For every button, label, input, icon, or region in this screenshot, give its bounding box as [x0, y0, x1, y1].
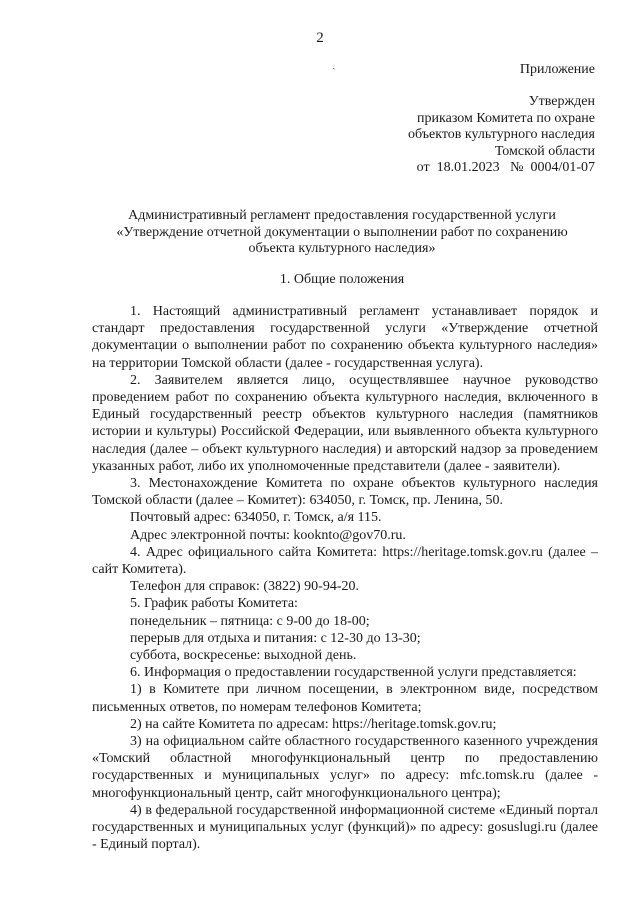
info-item-1: 1) в Комитете при личном посещении, в электронном виде, посредством письменных ответов, по номерам телефонов Комитета; [92, 682, 598, 715]
section-heading: 1. Общие положения [279, 272, 405, 287]
info-item-4: 4) в федеральной государственной информационной системе «Единый портал государственных и муниципальных услуг (функций)» по адресу: gosuslugi.ru (далее - Единый портал). [92, 802, 598, 853]
scan-mark: ˎ [332, 58, 336, 70]
paragraph-5: 5. График работы Комитета: [130, 596, 298, 612]
paragraph-3: 3. Местонахождение Комитета по охране объектов культурного наследия Томской области (далее – Комитет): 634050, г. Томск, пр. Ленина, 50. [92, 476, 598, 509]
approval-date-prefix: от [416, 160, 430, 175]
approval-approved: Утвержден [528, 94, 595, 109]
paragraph-1: 1. Настоящий административный регламент устанавливает порядок и стандарт предоставления государственной услуги «Утверждение отчетной документации о выполнении работ по сохранению объекта культурного наследия» на территории Томской области (далее - государственная услуга). [92, 304, 598, 371]
postal-address: Почтовый адрес: 634050, г. Томск, а/я 115. [130, 510, 382, 526]
paragraph-4: 4. Адрес официального сайта Комитета: https://heritage.tomsk.gov.ru (далее – сайт Комитета). [92, 544, 598, 578]
schedule-break: перерыв для отдыха и питания: с 12-30 до 13-30; [130, 630, 421, 646]
document-title-line-1: Административный регламент предоставления государственной услуги [128, 208, 556, 223]
info-item-2: 2) на сайте Комитета по адресам: https://heritage.tomsk.gov.ru; [130, 716, 497, 732]
approval-order-line-1: приказом Комитета по охране [417, 110, 595, 126]
document-body [92, 303, 598, 854]
paragraph-2: 2. Заявителем является лицо, осуществлявшее научное руководство проведением работ по сохранению объекта культурного наследия, включенного в Единый государственный реестр объектов культурного наследия (памятников истории и культуры) Российской Федерации, или выявленного объекта культурного наследия (далее – объект культурного наследия) и авторский надзор за проведением указанных работ, либо их уполномоченные представители (далее - заявители). [92, 372, 598, 474]
paragraph-6: 6. Информация о предоставлении государственной услуги представляется: [130, 665, 577, 681]
appendix-label: Приложение [519, 62, 595, 77]
email-address: Адрес электронной почты: kooknto@gov70.ru. [130, 527, 406, 543]
phone-info: Телефон для справок: (3822) 90-94-20. [130, 579, 359, 595]
approval-date: 18.01.2023 [436, 160, 500, 175]
document-title-line-3: объекта культурного наследия» [248, 241, 436, 256]
document-title [92, 208, 592, 258]
schedule-weekend: суббота, воскресенье: выходной день. [130, 648, 357, 664]
schedule-weekdays: понедельник – пятница: с 9-00 до 18-00; [130, 613, 370, 629]
info-item-3: 3) на официальном сайте областного государственного казенного учреждения «Томский областной многофункциональный центр по предоставлению государственных и муниципальных услуг» по адресу: mfc.tomsk.ru (далее - многофункциональный центр, сайт многофункционального центра); [92, 734, 598, 801]
approval-number-sign: № [510, 160, 524, 175]
document-title-line-2: «Утверждение отчетной документации о выполнении работ по сохранению [116, 224, 568, 240]
approval-number: 0004/01-07 [530, 160, 595, 175]
page-number: 2 [316, 30, 324, 46]
approval-date-line [335, 160, 595, 177]
approval-order-line-3: Томской области [494, 143, 595, 159]
approval-order-line-2: объектов культурного наследия [407, 127, 595, 142]
approval-block [335, 94, 595, 177]
